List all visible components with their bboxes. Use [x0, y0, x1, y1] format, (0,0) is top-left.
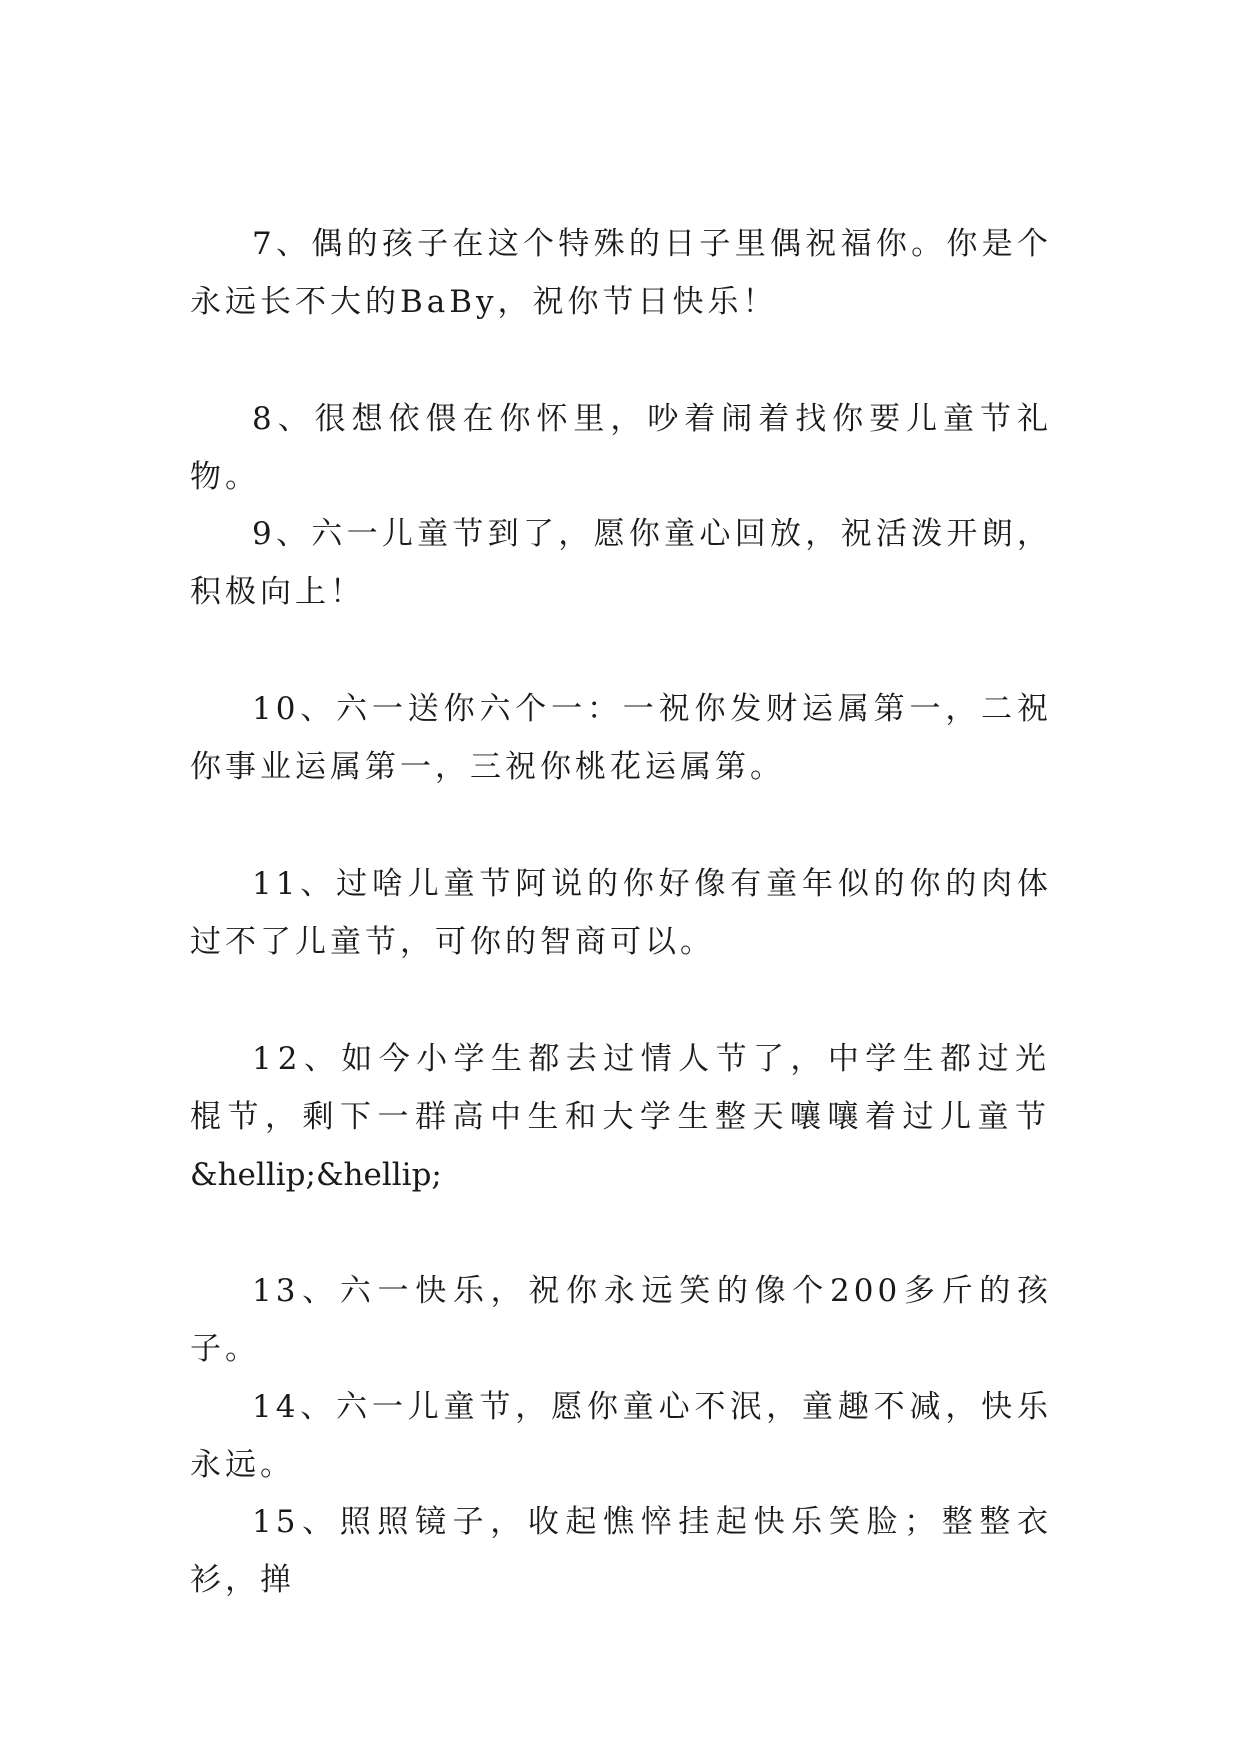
paragraph-15: 15、照照镜子，收起憔悴挂起快乐笑脸；整整衣衫，掸 — [190, 1504, 1052, 1598]
paragraph-7: 7、偶的孩子在这个特殊的日子里偶祝福你。你是个永远长不大的BaBy，祝你节日快乐！ — [190, 226, 1052, 320]
paragraph-14: 14、六一儿童节，愿你童心不泯，童趣不减，快乐永远。 — [190, 1389, 1052, 1483]
paragraph-9: 9、六一儿童节到了，愿你童心回放，祝活泼开朗，积极向上！ — [190, 516, 1052, 610]
paragraph-12-text: 12、如今小学生都去过情人节了，中学生都过光棍节，剩下一群高中生和大学生整天嚷嚷着过儿童节 — [190, 1041, 1052, 1135]
paragraph-12 — [190, 1030, 1052, 1204]
paragraph-12-tail: &hellip;&hellip; — [190, 1157, 442, 1193]
paragraph-13: 13、六一快乐，祝你永远笑的像个200多斤的孩子。 — [190, 1273, 1052, 1367]
paragraph-8: 8、很想依偎在你怀里，吵着闹着找你要儿童节礼物。 — [190, 401, 1052, 495]
paragraph-11: 11、过啥儿童节阿说的你好像有童年似的你的肉体过不了儿童节，可你的智商可以。 — [190, 866, 1052, 960]
paragraph-10: 10、六一送你六个一：一祝你发财运属第一，二祝你事业运属第一，三祝你桃花运属第。 — [190, 691, 1052, 785]
